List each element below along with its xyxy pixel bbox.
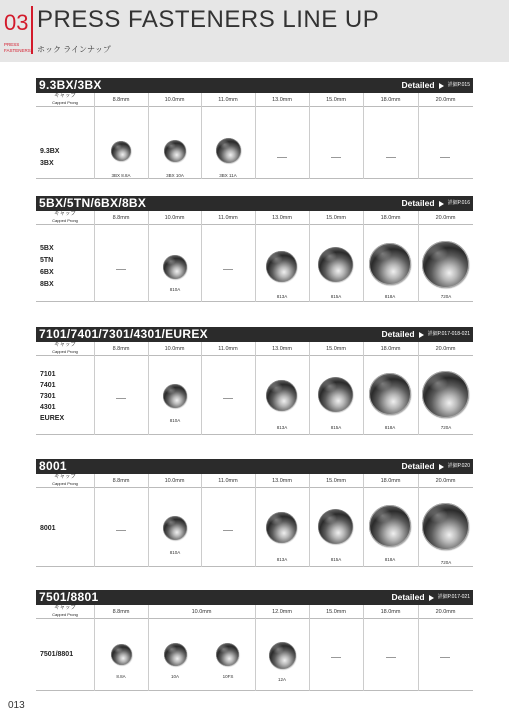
series-label: 8BX	[40, 281, 54, 288]
part-number: 720A	[440, 425, 452, 430]
button-image	[216, 138, 241, 163]
detail-label: Detailed	[401, 198, 435, 208]
button-image	[269, 642, 296, 669]
button-image	[266, 512, 297, 543]
size-grid	[36, 474, 473, 567]
part-number: 3BX 10A	[166, 173, 184, 178]
size-header: 20.0mm	[435, 346, 456, 352]
detail-ref: 詳細P.017-018-021	[427, 331, 470, 337]
section-7101	[36, 327, 473, 435]
series-label: 7501/8801	[40, 651, 74, 658]
button-image	[163, 384, 187, 408]
size-header: 13.0mm	[272, 478, 292, 484]
part-number: 10FS	[222, 674, 234, 679]
size-header: 10.0mm	[164, 478, 185, 484]
capped-prong-label	[36, 342, 94, 356]
unavailable-dash	[277, 157, 287, 158]
section-8001	[36, 459, 473, 567]
size-header: 8.8mm	[112, 215, 130, 221]
size-header: 13.0mm	[272, 97, 292, 103]
part-number: 815A	[330, 294, 342, 299]
detail-link[interactable]	[401, 196, 470, 211]
size-header: 18.0mm	[380, 609, 401, 615]
button-image	[163, 516, 187, 540]
part-number: 10A	[170, 674, 179, 679]
size-grid	[36, 342, 473, 435]
series-label: 7301	[40, 393, 56, 400]
series-label: EUREX	[40, 415, 65, 422]
part-number: 3BX 8.8A	[111, 173, 131, 178]
unavailable-dash	[223, 269, 233, 270]
arrow-right-icon	[439, 464, 444, 470]
page-title: PRESS FASTENERS LINE UP	[37, 6, 380, 33]
section-7501	[36, 590, 473, 691]
button-image	[164, 643, 187, 666]
series-label: 7401	[40, 382, 56, 389]
unavailable-dash	[223, 398, 233, 399]
section-bar	[36, 459, 473, 474]
size-header: 11.0mm	[218, 478, 238, 484]
page-subtitle: ホック ラインナップ	[37, 45, 111, 54]
detail-link[interactable]	[401, 78, 470, 93]
series-label: 9.3BX	[40, 148, 60, 155]
section-bar	[36, 78, 473, 93]
size-header: 15.0mm	[326, 346, 346, 352]
cap-en-label: Capped Prong	[52, 612, 78, 617]
size-header: 15.0mm	[326, 609, 346, 615]
series-label: 6BX	[40, 269, 54, 276]
series-label: 5TN	[40, 257, 54, 264]
button-image	[318, 247, 353, 282]
size-header: 8.8mm	[112, 609, 130, 615]
button-ring	[422, 371, 469, 418]
chapter-sub-line2: FASTENERS	[4, 47, 31, 53]
series-label: 3BX	[40, 160, 54, 167]
size-header: 10.0mm	[191, 609, 212, 615]
button-image	[111, 644, 132, 665]
cap-en-label: Capped Prong	[52, 481, 78, 486]
size-header: 18.0mm	[380, 97, 401, 103]
section-title: 8001	[39, 459, 67, 473]
part-number: 720A	[440, 294, 452, 299]
detail-label: Detailed	[391, 592, 425, 602]
arrow-right-icon	[439, 201, 444, 207]
part-number: 810A	[169, 287, 181, 292]
part-number: 813A	[276, 425, 288, 430]
size-header: 15.0mm	[326, 97, 346, 103]
size-header: 11.0mm	[218, 215, 238, 221]
size-header: 18.0mm	[380, 478, 401, 484]
detail-ref: 詳細P.015	[447, 82, 470, 88]
size-header: 8.8mm	[112, 478, 130, 484]
cap-en-label: Capped Prong	[52, 100, 78, 105]
capped-prong-label	[36, 605, 94, 619]
page-number: 013	[8, 700, 25, 711]
arrow-right-icon	[429, 595, 434, 601]
size-header: 20.0mm	[435, 609, 456, 615]
size-header: 13.0mm	[272, 215, 292, 221]
size-header: 18.0mm	[380, 215, 401, 221]
unavailable-dash	[331, 157, 341, 158]
part-number: 815A	[330, 557, 342, 562]
size-header: 15.0mm	[326, 215, 346, 221]
cap-en-label: Capped Prong	[52, 218, 78, 223]
size-header: 18.0mm	[380, 346, 401, 352]
capped-prong-label	[36, 93, 94, 107]
cap-jp-label: キャップ	[53, 93, 76, 99]
cap-en-label: Capped Prong	[52, 349, 78, 354]
button-ring	[422, 503, 469, 550]
button-image	[163, 255, 187, 279]
arrow-right-icon	[439, 83, 444, 89]
arrow-right-icon	[419, 332, 424, 338]
size-header: 13.0mm	[272, 346, 292, 352]
section-title: 7501/8801	[39, 590, 99, 604]
unavailable-dash	[116, 398, 126, 399]
size-grid	[36, 605, 473, 691]
unavailable-dash	[386, 657, 396, 658]
section-bar	[36, 327, 473, 342]
button-ring	[369, 373, 411, 415]
part-number: 818A	[384, 425, 396, 430]
chapter-subtitle	[4, 42, 32, 53]
unavailable-dash	[440, 657, 450, 658]
button-ring	[369, 505, 411, 547]
part-number: 815A	[330, 425, 342, 430]
unavailable-dash	[116, 530, 126, 531]
cap-jp-label: キャップ	[53, 342, 76, 348]
chapter-number: 03	[4, 10, 29, 35]
section-title: 5BX/5TN/6BX/8BX	[39, 196, 147, 210]
unavailable-dash	[386, 157, 396, 158]
part-number: 810A	[169, 550, 181, 555]
cap-jp-label: キャップ	[53, 605, 76, 611]
size-header: 20.0mm	[435, 215, 456, 221]
part-number: 813A	[276, 294, 288, 299]
part-number: 818A	[384, 294, 396, 299]
size-header: 12.0mm	[272, 609, 292, 615]
part-number: 3BX 11A	[219, 173, 237, 178]
button-image	[318, 509, 353, 544]
part-number: 810A	[169, 418, 181, 423]
size-header: 20.0mm	[435, 97, 456, 103]
detail-link[interactable]	[401, 459, 470, 474]
size-header: 11.0mm	[218, 97, 238, 103]
button-image	[216, 643, 239, 666]
button-ring	[369, 243, 411, 285]
part-number: 8.8A	[116, 674, 126, 679]
capped-prong-label	[36, 211, 94, 225]
detail-ref: 詳細P.020	[447, 463, 470, 469]
cap-jp-label: キャップ	[53, 474, 76, 480]
size-header: 8.8mm	[112, 346, 130, 352]
unavailable-dash	[440, 157, 450, 158]
header-divider	[31, 6, 33, 54]
detail-label: Detailed	[401, 461, 435, 471]
cap-jp-label: キャップ	[53, 211, 76, 217]
detail-ref: 詳細P.016	[447, 200, 470, 206]
button-ring	[422, 241, 469, 288]
series-label: 4301	[40, 404, 56, 411]
part-number: 720A	[440, 560, 452, 565]
detail-label: Detailed	[401, 80, 435, 90]
part-number: 818A	[384, 557, 396, 562]
section-5bx	[36, 196, 473, 302]
section-9-3bx	[36, 78, 473, 179]
series-label: 5BX	[40, 245, 54, 252]
size-grid	[36, 211, 473, 302]
button-image	[266, 380, 297, 411]
detail-label: Detailed	[381, 329, 415, 339]
capped-prong-label	[36, 474, 94, 488]
unavailable-dash	[223, 530, 233, 531]
section-title: 7101/7401/7301/4301/EUREX	[39, 327, 208, 341]
button-image	[164, 140, 186, 162]
chapter-sub-line1: PRESS	[4, 42, 20, 47]
size-grid	[36, 93, 473, 179]
part-number: 12A	[277, 677, 286, 682]
section-bar	[36, 590, 473, 605]
page-header	[0, 0, 509, 62]
detail-link[interactable]	[391, 590, 470, 605]
part-number: 813A	[276, 557, 288, 562]
series-label: 8001	[40, 525, 56, 532]
size-header: 11.0mm	[218, 346, 238, 352]
button-image	[318, 377, 353, 412]
unavailable-dash	[116, 269, 126, 270]
size-header: 15.0mm	[326, 478, 346, 484]
size-header: 10.0mm	[164, 346, 185, 352]
detail-link[interactable]	[381, 327, 470, 342]
size-header: 20.0mm	[435, 478, 456, 484]
size-header: 10.0mm	[164, 97, 185, 103]
unavailable-dash	[331, 657, 341, 658]
detail-ref: 詳細P.017-021	[437, 594, 470, 600]
series-label: 7101	[40, 371, 56, 378]
size-header: 10.0mm	[164, 215, 185, 221]
button-image	[111, 141, 131, 161]
button-image	[266, 251, 297, 282]
section-bar	[36, 196, 473, 211]
size-header: 8.8mm	[112, 97, 130, 103]
section-title: 9.3BX/3BX	[39, 78, 102, 92]
